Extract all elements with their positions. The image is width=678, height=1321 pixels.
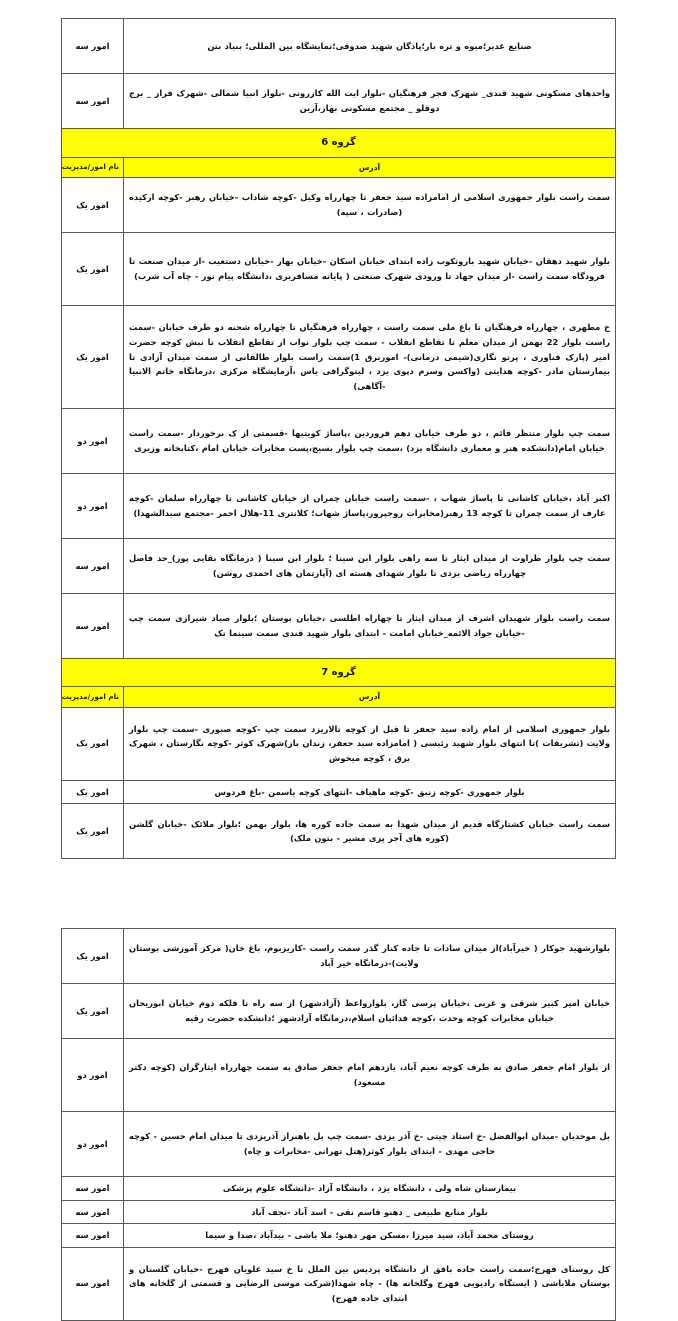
address-cell: خ مطهری ، چهارراه فرهنگیان تا باغ ملی سمت راست ، چهارراه فرهنگیان تا چهارراه شحنه دو طرف خیابان -سمت راست بلوار 22 بهمن از میدان معلم تا تقاطع انقلاب - سمت چپ بلوار نواب از تقاطع انقلاب تا نبش کوچه حضرت امیر (پارک فناوری ، پرتو نگاری(شیمی درمانی)- اموربرق 1)سمت راست بلوار طالقانی از سمت میدان آزادی تا بیمارستان مادر -کوچه هدایتی (واکسن وسرم دپوی یزد ، لیتوگرافی یاس ،آزمایشگاه مرکزی ،درمانگاه خاتم الانبیا -آگاهی) (124, 305, 616, 408)
table-row (62, 473, 616, 538)
unit-cell: امور دو (62, 1112, 124, 1177)
group-header-row-7 (62, 658, 616, 687)
unit-cell: امور سه (62, 19, 124, 74)
table-row (62, 1224, 616, 1248)
table-row (62, 593, 616, 658)
unit-cell: امور یک (62, 305, 124, 408)
table-row (62, 1200, 616, 1224)
address-cell: بلوار شهید دهقان -خیابان شهید باروتکوب زاده ابتدای خیابان اسکان -خیابان بهار -خیابان دستغیب -از میدان صنعت تا فرودگاه سمت راست -از میدان جهاد تا ورودی شهرک صنعتی ( پایانه مسافربری ،دانشگاه پیام نور - چاه آب شرب) (124, 232, 616, 305)
table-row (62, 1177, 616, 1201)
address-cell: بلوار منابع طبیعی _ دهنو قاسم نقی - اسد آباد -نجف آباد (124, 1200, 616, 1224)
unit-cell: امور دو (62, 408, 124, 473)
table-row (62, 19, 616, 74)
unit-cell: امور یک (62, 780, 124, 804)
table-row (62, 74, 616, 129)
address-cell: سمت چپ بلوار منتظر قائم ، دو طرف خیابان دهم فروردین ،پاساژ کویتیها -قسمتی از ک برخوردار -سمت راست خیابان امام(دانشکده هنر و معماری دانشگاه یزد) ،سمت چپ بلوار بسیج،پست مخابرات خیابان امام ،کتابخانه وزیری (124, 408, 616, 473)
unit-cell: امور یک (62, 804, 124, 859)
unit-cell: امور سه (62, 1247, 124, 1320)
address-cell: بلوار جمهوری -کوچه زنبق -کوچه ماهباف -انتهای کوچه یاسمن -باغ فردوس (124, 780, 616, 804)
address-cell: کل روستای فهرج؛سمت راست جاده بافق از دانشگاه پردیس بین الملل تا خ سید علویان فهرج -خیابان گلستان و بوستان ملاباشی ( ایستگاه رادیویی فهرج وگلخانه ها) - چاه شهدا(شرکت موسی الرضایی و قسمتی از گلخانه های ابتدای جاده فهرج) (124, 1247, 616, 1320)
unit-cell: امور دو (62, 473, 124, 538)
unit-cell: امور سه (62, 1224, 124, 1248)
group-title: گروه 6 (62, 129, 616, 158)
column-header-row-6 (62, 157, 616, 177)
address-cell: واحدهای مسکونی شهید قندی_ شهرک فجر فرهنگیان -بلوار ایت الله کازرونی -بلوار انبیا شمالی -شهرک فراز _ برج دوقلو _ مجتمع مسکونی بهار،آرین (124, 74, 616, 129)
unit-cell: امور یک (62, 929, 124, 984)
column-header-row-7 (62, 687, 616, 707)
address-cell: سمت راست خیابان کشتارگاه قدیم از میدان شهدا به سمت جاده کوره ها، بلوار بهمن ؛بلوار ملائک -خیابان گلشن (کوره های آجر پزی مشیر - بتون ملک) (124, 804, 616, 859)
address-cell: بل موحدیان -میدان ابوالفضل -خ استاد چیتی -خ آذر یزدی -سمت چپ بل باهنراز آذریزدی تا میدان امام حسین - کوچه حاجی مهدی - ابتدای بلوار کوثر(هتل تهرانی -مخابرات و چاه) (124, 1112, 616, 1177)
unit-cell: امور سه (62, 1177, 124, 1201)
unit-cell: امور یک (62, 232, 124, 305)
table-row (62, 780, 616, 804)
table-row (62, 177, 616, 232)
table-row (62, 1112, 616, 1177)
address-cell: سمت راست بلوار جمهوری اسلامی از امامزاده سید جعفر تا چهارراه وکیل -کوچه شاداب -خیابان رهبر -کوچه ارکیده (صادرات ، سپه) (124, 177, 616, 232)
group-header-row-6 (62, 129, 616, 158)
address-cell: روستای محمد آباد، سید میرزا ،مسکن مهر دهنو؛ ملا باشی - بیدآباد ،صدا و سیما (124, 1224, 616, 1248)
address-table-group-6-7 (62, 18, 616, 859)
column-header-unit: نام امور/مدیریت (62, 687, 124, 707)
address-table-top (61, 18, 616, 859)
table-row (62, 804, 616, 859)
unit-cell: امور سه (62, 1200, 124, 1224)
address-cell: بلوارشهید جوکار ( خیرآباد)از میدان سادات تا جاده کنار گذر سمت راست -کاریزبوم، باغ خان( مرکز آموزشی بوستان ولایت)-درمانگاه خیر آباد (124, 929, 616, 984)
column-header-address: آدرس (124, 157, 616, 177)
table-row (62, 1247, 616, 1320)
unit-cell: امور یک (62, 707, 124, 780)
unit-cell: امور دو (62, 1039, 124, 1112)
group-title: گروه 7 (62, 658, 616, 687)
address-table-bottom (61, 928, 616, 1321)
address-cell: بلوار جمهوری اسلامی از امام زاده سید جعفر تا قبل از کوچه تالاریزد سمت چپ -کوچه صبوری -سمت چپ بلوار ولایت (تشریفات )تا انتهای بلوار شهید رئیسی ( امامزاده سید جعفر، زندان باز)شهرک کوثر -کوچه نگارستان ، شهرک برق ، کوچه میخوش (124, 707, 616, 780)
table-row (62, 538, 616, 593)
unit-cell: امور یک (62, 177, 124, 232)
address-cell: سمت راست بلوار شهیدان اشرف از میدان ایثار تا چهاراه اطلسی ،خیابان بوستان ؛بلوار صیاد شیرازی سمت چپ -خیابان جواد الائمه_خیابان امامت - ابتدای بلوار شهید قندی سمت سینما تک (124, 593, 616, 658)
address-cell: بیمارستان شاه ولی ، دانشگاه یزد ، دانشگاه آزاد -دانشگاه علوم پزشکی (124, 1177, 616, 1201)
table-row (62, 408, 616, 473)
unit-cell: امور سه (62, 593, 124, 658)
table-row (62, 707, 616, 780)
unit-cell: امور سه (62, 538, 124, 593)
table-row (62, 984, 616, 1039)
column-header-unit: نام امور/مدیریت (62, 157, 124, 177)
address-table-lower (62, 928, 616, 1321)
table-row (62, 1039, 616, 1112)
table-row (62, 929, 616, 984)
unit-cell: امور یک (62, 984, 124, 1039)
unit-cell: امور سه (62, 74, 124, 129)
address-cell: اکبر آباد ،خیابان کاشانی تا پاساژ شهاب ، -سمت راست خیابان چمران از خیابان کاشانی تا چهارراه سلمان -کوچه عارف از سمت چمران تا کوچه 13 رهبر(مخابرات روحپرور،پاساژ شهاب؛ کلانتری 11-هلال احمر -مجتمع سیدالشهدا) (124, 473, 616, 538)
table-row (62, 232, 616, 305)
address-cell: سمت چپ بلوار طراوت از میدان ایثار تا سه راهی بلوار ابن سینا ؛ بلوار ابن سینا ( درمانگاه بقایی پور)_حد فاصل چهارراه ریاضی یزدی تا بلوار شهدای هسته ای (آپارتمان های احمدی روشن) (124, 538, 616, 593)
address-cell: خیابان امیر کبیر شرقی و غربی ،خیابان پرسی گاز، بلوارواعظ (آزادشهر) از سه راه تا فلکه دوم خیابان ابوریحان خیابان مخابرات کوچه وحدت ،کوچه فدائیان اسلام،درمانگاه آزادشهر ؛دانشکده حضرت رقیه (124, 984, 616, 1039)
table-row (62, 305, 616, 408)
address-cell: صنایع غدیر؛میوه و تره بار؛پادگان شهید صدوقی؛نمایشگاه بین المللی؛ بنیاد بتن (124, 19, 616, 74)
column-header-address: آدرس (124, 687, 616, 707)
address-cell: از بلوار امام جعفر صادق به طرف کوچه نعیم آباد، یازدهم امام جعفر صادق به سمت چهارراه ایثارگران (کوچه دکتر مسعود) (124, 1039, 616, 1112)
